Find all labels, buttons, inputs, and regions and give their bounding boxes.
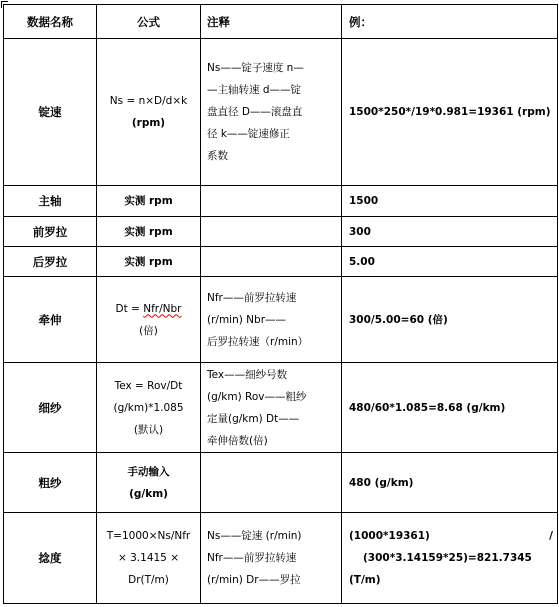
formula-line: (倍) <box>139 324 158 337</box>
note-line: 径 k——锭速修正 <box>207 128 290 140</box>
header-name: 数据名称 <box>4 5 97 39</box>
row-note <box>201 513 342 604</box>
header-example: 例： <box>342 5 558 39</box>
formula-line: Ns = n×D/d×k <box>109 95 188 107</box>
row-example: 5.00 <box>342 247 558 277</box>
row-note <box>201 453 342 513</box>
formula-line: (rpm) <box>131 117 166 129</box>
note-line: (g/km) Rov——粗纱 <box>207 390 307 403</box>
note-line: Nfr——前罗拉转速 <box>207 291 297 304</box>
example-part: / <box>549 530 553 542</box>
formula-line: T=1000×Ns/Nfr <box>106 530 191 542</box>
row-name: 后罗拉 <box>4 247 97 277</box>
row-formula: 实测 rpm <box>97 186 201 217</box>
row-formula <box>97 513 201 604</box>
row-example: 300 <box>342 217 558 247</box>
row-formula: 实测 rpm <box>97 217 201 247</box>
note-line: 牵伸倍数(倍) <box>207 434 268 447</box>
row-note <box>201 277 342 363</box>
note-line: (r/min) Dr——罗拉 <box>207 574 301 586</box>
row-example: 300/5.00=60 (倍) <box>342 277 558 363</box>
note-line: Ns——锭速 (r/min) <box>207 530 302 542</box>
row-name: 捻度 <box>4 513 97 604</box>
formula-line: Dt = Nfr/Nbr <box>115 302 182 315</box>
row-name: 细纱 <box>4 363 97 453</box>
row-example <box>342 39 558 186</box>
table-row <box>4 277 558 363</box>
row-name: 牵伸 <box>4 277 97 363</box>
example-line: 1500*250*/19*0.981=19361 (rpm) <box>349 106 551 118</box>
table-row <box>4 513 558 604</box>
row-example: 1500 <box>342 186 558 217</box>
table-row <box>4 453 558 513</box>
row-note <box>201 186 342 217</box>
row-formula <box>97 453 201 513</box>
row-name: 主轴 <box>4 186 97 217</box>
formula-line: Dr(T/m) <box>128 574 169 586</box>
example-line: (300*3.14159*25)=821.7345 <box>363 552 532 564</box>
row-formula <box>97 39 201 186</box>
row-name: 前罗拉 <box>4 217 97 247</box>
note-line: 后罗拉转速（r/min） <box>207 335 309 348</box>
table-row <box>4 217 558 247</box>
example-line <box>349 525 553 547</box>
row-name: 锭速 <box>4 39 97 186</box>
table-row <box>4 39 558 186</box>
row-note <box>201 363 342 453</box>
formula-line: Tex = Rov/Dt <box>114 379 183 392</box>
row-example <box>342 513 558 604</box>
example-line: (T/m) <box>349 574 381 586</box>
data-table <box>3 4 558 604</box>
row-formula <box>97 363 201 453</box>
row-name: 粗纱 <box>4 453 97 513</box>
table-row <box>4 247 558 277</box>
header-note: 注释 <box>201 5 342 39</box>
example-part: (1000*19361) <box>349 530 430 542</box>
formula-line: 手动输入 <box>127 465 170 478</box>
formula-line: (默认) <box>133 423 164 436</box>
table-header-row <box>4 5 558 39</box>
note-line: 定量(g/km) Dt—— <box>207 412 300 425</box>
table-row <box>4 186 558 217</box>
note-line: Nfr——前罗拉转速 <box>207 552 297 564</box>
note-line: (r/min) Nbr—— <box>207 313 287 326</box>
formula-line: (g/km) <box>129 487 168 500</box>
row-note <box>201 217 342 247</box>
note-line: 系数 <box>207 150 228 162</box>
formula-term: Nfr/Nbr <box>143 302 182 315</box>
row-example: 480/60*1.085=8.68 (g/km) <box>342 363 558 453</box>
row-note <box>201 247 342 277</box>
note-line: Tex——细纱号数 <box>207 368 288 381</box>
row-formula: 实测 rpm <box>97 247 201 277</box>
note-line: —主轴转速 d——锭 <box>207 84 302 96</box>
row-formula <box>97 277 201 363</box>
note-line: Ns——锭子速度 n— <box>207 62 304 74</box>
row-note <box>201 39 342 186</box>
note-line: 盘直径 D——滚盘直 <box>207 106 303 118</box>
row-example: 480 (g/km) <box>342 453 558 513</box>
formula-line: × 3.1415 × <box>117 552 179 564</box>
header-formula: 公式 <box>97 5 201 39</box>
formula-line: (g/km)*1.085 <box>113 401 184 414</box>
table-row <box>4 363 558 453</box>
